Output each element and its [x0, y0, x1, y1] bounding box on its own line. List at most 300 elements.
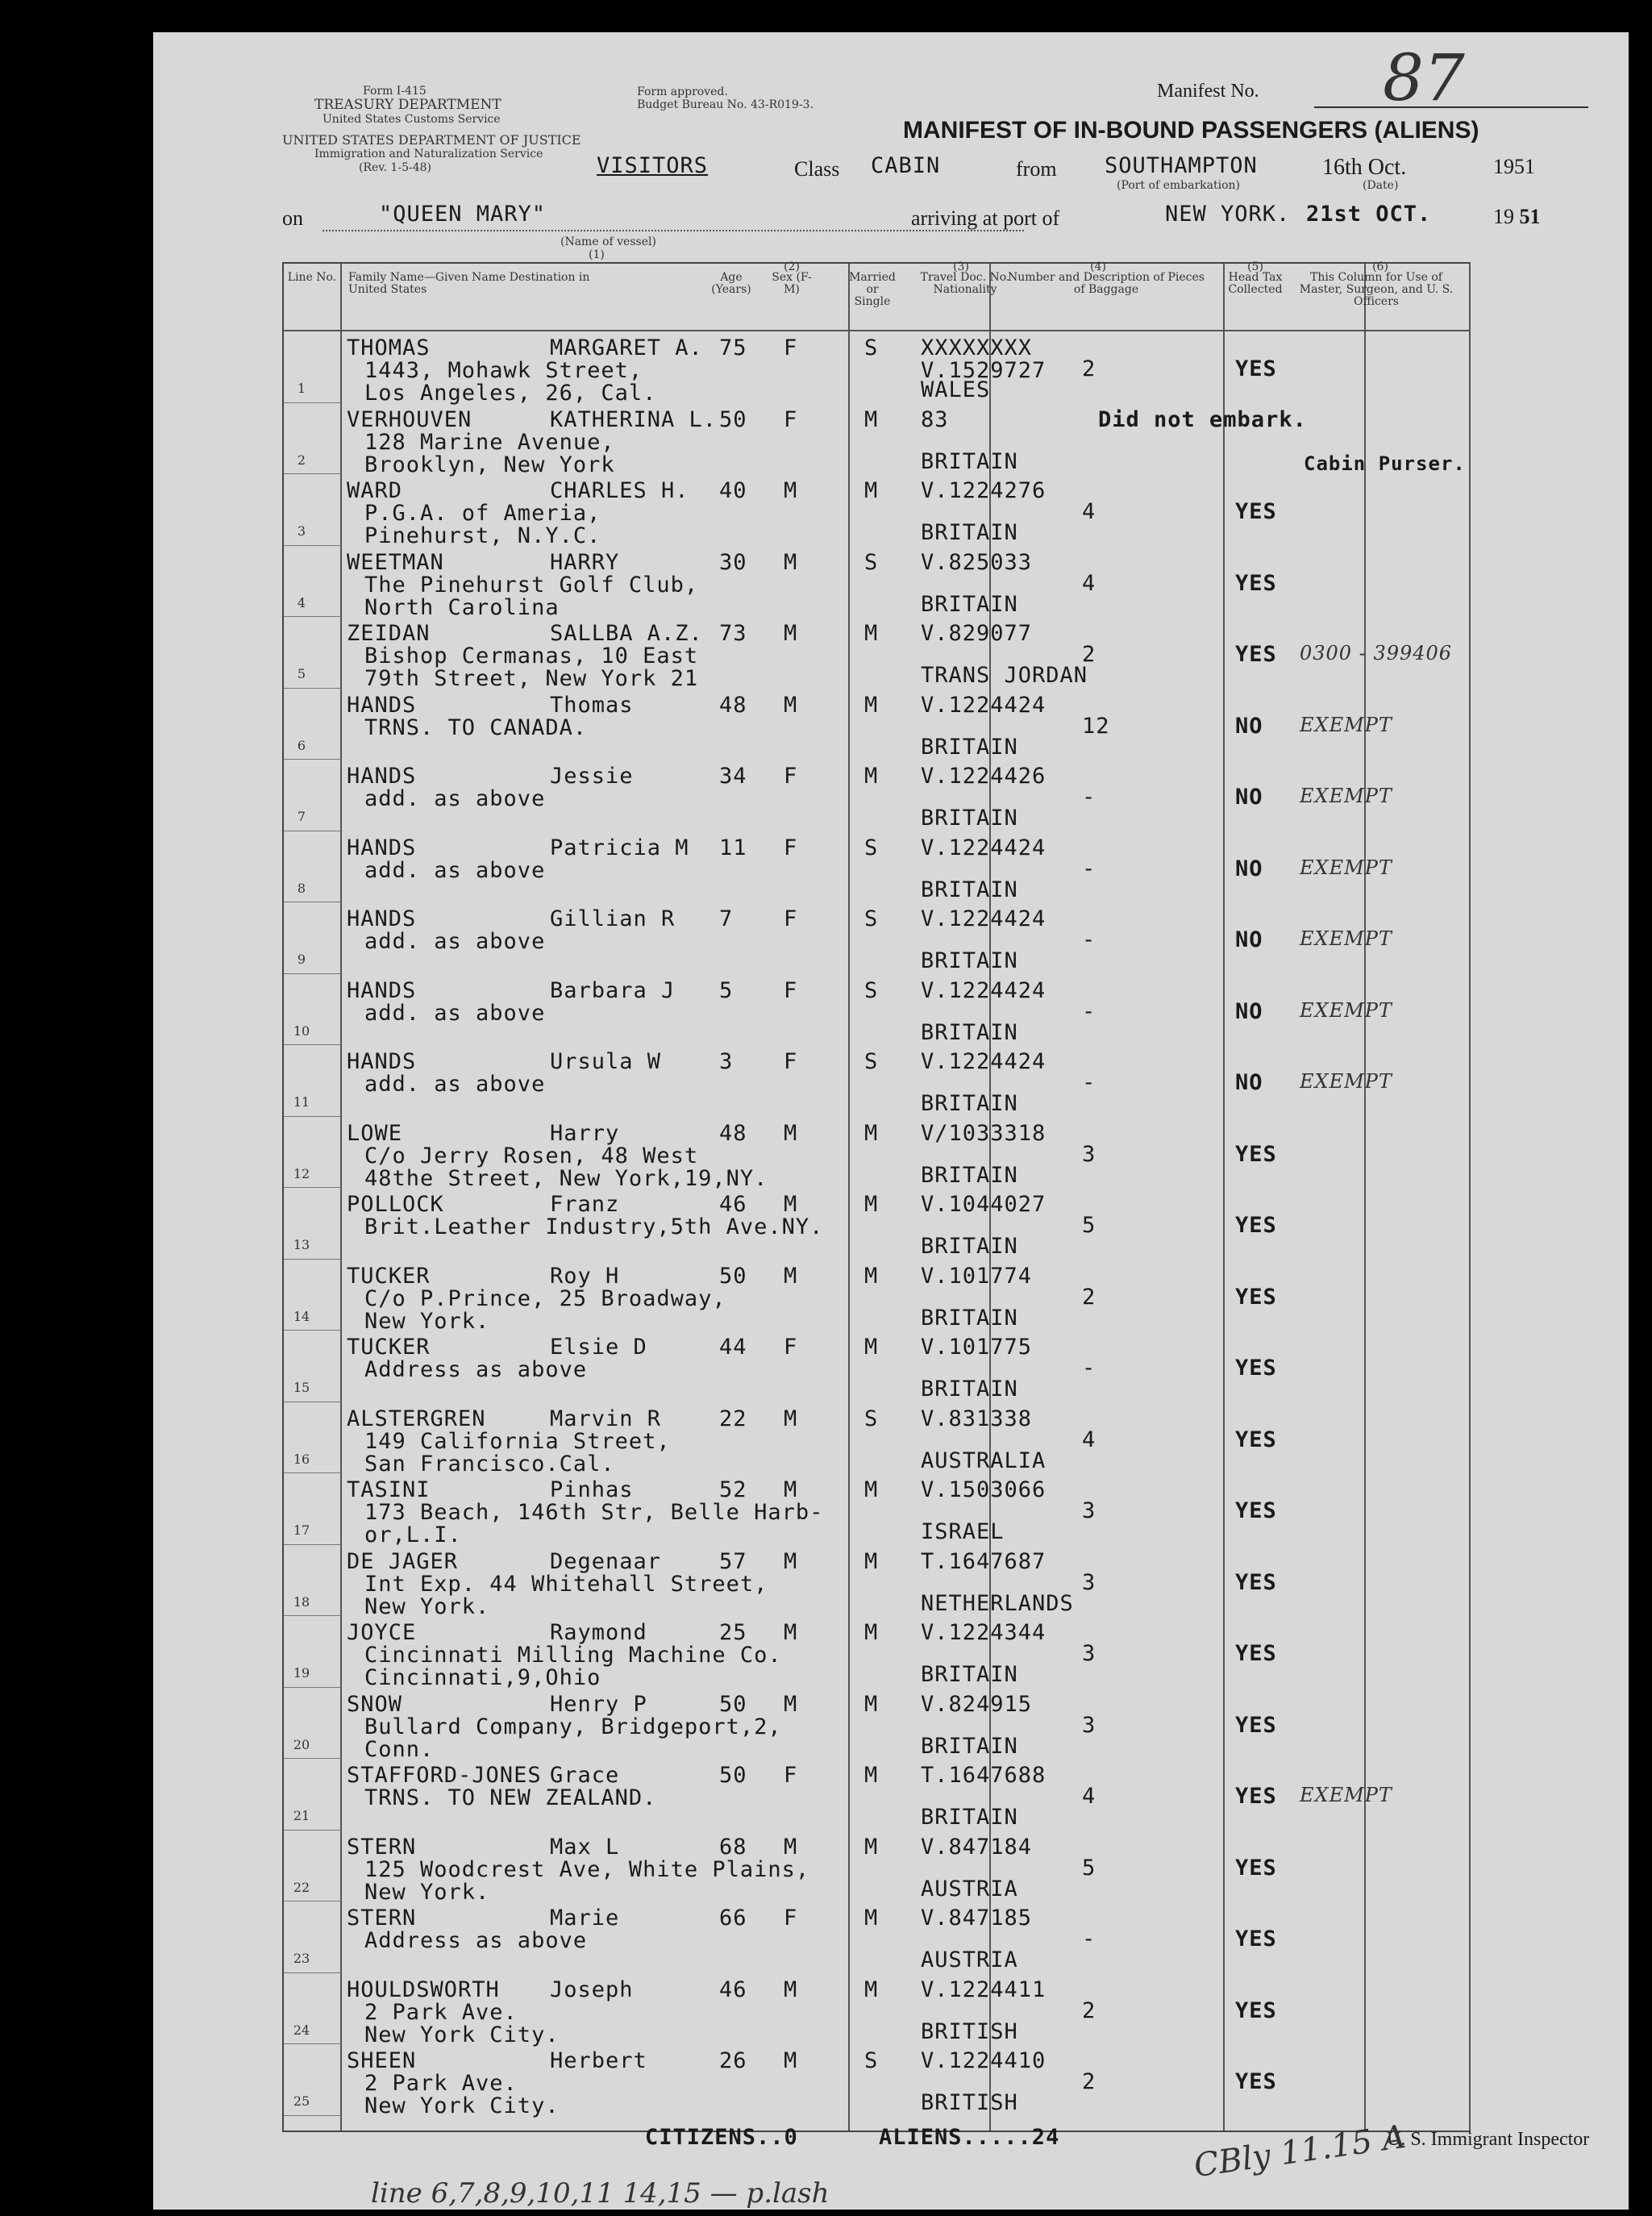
nationality: WALES — [921, 377, 991, 402]
baggage: - — [1082, 785, 1096, 810]
address-line-1: TRNS. TO NEW ZEALAND. — [364, 1785, 657, 1810]
given-name: Ursula W — [550, 1049, 662, 1074]
line-number: 16 — [293, 1451, 310, 1467]
nationality: BRITAIN — [921, 1234, 1018, 1259]
family-name: SHEEN — [347, 2048, 417, 2073]
travel-doc: V.1224424 — [921, 906, 1047, 931]
address-line-2: Brooklyn, New York — [364, 452, 615, 477]
baggage: 2 — [1082, 1284, 1096, 1310]
table-row — [284, 1189, 1469, 1260]
header-col4: (4) — [1090, 260, 1106, 273]
table-row — [284, 1046, 1469, 1118]
table-row — [284, 547, 1469, 619]
sex: M — [784, 1406, 798, 1431]
table-row — [284, 689, 1469, 761]
table-row — [284, 1260, 1469, 1332]
line-number: 19 — [293, 1665, 310, 1681]
nationality: BRITAIN — [921, 1805, 1018, 1830]
head-tax: NO — [1235, 713, 1263, 739]
manifest-number: 87 — [1383, 40, 1465, 115]
head-tax: NO — [1235, 785, 1263, 810]
given-name: SALLBA A.Z. — [550, 621, 703, 646]
from-port: SOUTHAMPTON — [1105, 153, 1258, 178]
line-number: 21 — [293, 1808, 310, 1823]
row-rule — [284, 1615, 340, 1616]
head-tax: YES — [1235, 1141, 1277, 1167]
marital-status: M — [864, 478, 879, 503]
nationality: AUSTRIA — [921, 1947, 1018, 1972]
address-line-2: North Carolina — [364, 594, 560, 620]
given-name: Herbert — [550, 2048, 647, 2073]
table-row — [284, 618, 1469, 689]
nationality: BRITAIN — [921, 1733, 1018, 1759]
table-row — [284, 1546, 1469, 1618]
travel-doc: V.101774 — [921, 1263, 1033, 1289]
header-baggage: Number and Description of Pieces of Baggage — [1008, 271, 1205, 296]
travel-doc: V.1224424 — [921, 1049, 1047, 1074]
line-number: 8 — [297, 880, 306, 896]
travel-doc: T.1647687 — [921, 1548, 1047, 1574]
age: 22 — [719, 1406, 747, 1431]
travel-doc: V.831338 — [921, 1406, 1033, 1431]
line-number: 3 — [297, 523, 306, 539]
given-name: Gillian R — [550, 906, 676, 931]
baggage: 4 — [1082, 570, 1096, 596]
nationality: BRITAIN — [921, 734, 1018, 760]
row-rule — [284, 1330, 340, 1331]
travel-doc: V.1044027 — [921, 1192, 1047, 1217]
sex: M — [784, 1834, 798, 1860]
address-line-1: add. as above — [364, 1000, 546, 1026]
row-rule — [284, 1187, 340, 1188]
address-line-1: Int Exp. 44 Whitehall Street, — [364, 1571, 768, 1597]
table-row — [284, 1831, 1469, 1903]
from-port-sub: (Port of embarkation) — [1117, 179, 1240, 192]
family-name: HANDS — [347, 692, 417, 718]
head-tax: YES — [1235, 570, 1277, 596]
baggage: 3 — [1082, 1641, 1096, 1666]
family-name: TASINI — [347, 1477, 431, 1502]
sex: F — [784, 335, 798, 360]
nationality: BRITAIN — [921, 1305, 1018, 1331]
address-line-1: Address as above — [364, 1928, 588, 1953]
officer-note: Cabin Purser. — [1304, 452, 1466, 475]
travel-doc: 83 — [921, 406, 949, 432]
header-col2: (2) — [784, 260, 800, 273]
given-name: Pinhas — [550, 1477, 634, 1502]
travel-doc: V/1033318 — [921, 1120, 1047, 1146]
customs-service: United States Customs Service — [322, 113, 501, 126]
travel-doc: V.847185 — [921, 1906, 1033, 1931]
row-rule — [284, 688, 340, 689]
row-rule — [284, 402, 340, 403]
address-line-1: add. as above — [364, 1072, 546, 1097]
officer-note: EXEMPT — [1300, 713, 1392, 736]
address-line-1: 173 Beach, 146th Str, Belle Harb- — [364, 1500, 824, 1525]
address-line-1: Bishop Cermanas, 10 East — [364, 644, 699, 669]
baggage: - — [1082, 1356, 1096, 1381]
age: 30 — [719, 549, 747, 575]
row-rule — [284, 2043, 340, 2044]
manifest-title: MANIFEST OF IN-BOUND PASSENGERS (ALIENS) — [903, 117, 1479, 144]
aliens-count: ALIENS.....24 — [879, 2125, 1060, 2150]
sex: F — [784, 1763, 798, 1788]
age: 34 — [719, 764, 747, 789]
address-line-2: New York. — [364, 1879, 490, 1905]
marital-status: S — [864, 1406, 879, 1431]
address-line-2: Los Angeles, 26, Cal. — [364, 381, 657, 406]
head-tax: YES — [1235, 1213, 1277, 1238]
nationality: BRITAIN — [921, 1162, 1018, 1188]
table-row — [284, 475, 1469, 547]
sex: F — [784, 406, 798, 432]
baggage: 5 — [1082, 1213, 1096, 1238]
travel-doc: V.1503066 — [921, 1477, 1047, 1502]
head-tax: NO — [1235, 998, 1263, 1024]
col-divider — [1469, 264, 1471, 2131]
sex: M — [784, 692, 798, 718]
sex: M — [784, 1548, 798, 1574]
age: 46 — [719, 1192, 747, 1217]
head-tax: NO — [1235, 927, 1263, 952]
age: 48 — [719, 1120, 747, 1146]
marital-status: S — [864, 906, 879, 931]
from-date: 16th Oct. — [1322, 155, 1407, 180]
nationality: TRANS JORDAN — [921, 663, 1088, 688]
address-line-1: 2 Park Ave. — [364, 2071, 518, 2096]
address-line-1: TRNS. TO CANADA. — [364, 714, 588, 740]
age: 50 — [719, 1763, 747, 1788]
arrival-date: 21st OCT. — [1306, 202, 1432, 227]
header-col5: (5) — [1247, 260, 1263, 273]
age: 44 — [719, 1335, 747, 1360]
officer-note: EXEMPT — [1300, 856, 1392, 879]
family-name: WEETMAN — [347, 549, 444, 575]
officer-note: EXEMPT — [1300, 927, 1392, 950]
marital-status: M — [864, 764, 879, 789]
address-line-1: 128 Marine Avenue, — [364, 429, 615, 455]
sex: M — [784, 1263, 798, 1289]
marital-status: M — [864, 1906, 879, 1931]
baggage: 3 — [1082, 1569, 1096, 1595]
row-rule — [284, 1544, 340, 1545]
marital-status: S — [864, 335, 879, 360]
given-name: Roy H — [550, 1263, 620, 1289]
header-name: Family Name—Given Name Destination in United States — [348, 271, 590, 296]
form-number: Form I-415 — [363, 85, 427, 98]
family-name: ALSTERGREN — [347, 1406, 486, 1431]
treasury-dept: TREASURY DEPARTMENT — [314, 97, 501, 113]
marital-status: M — [864, 1620, 879, 1645]
row-rule — [284, 1116, 340, 1117]
row-rule — [284, 1901, 340, 1902]
line-number: 1 — [297, 381, 306, 396]
officer-note: EXEMPT — [1300, 998, 1392, 1022]
address-line-2: 48the Street, New York,19,NY. — [364, 1165, 768, 1191]
age: 5 — [719, 977, 734, 1003]
table-row — [284, 1974, 1469, 2046]
address-line-1: C/o Jerry Rosen, 48 West — [364, 1143, 699, 1168]
address-line-1: Cincinnati Milling Machine Co. — [364, 1643, 782, 1668]
nationality: AUSTRIA — [921, 1876, 1018, 1902]
line-number: 9 — [297, 952, 306, 967]
line-number: 6 — [297, 737, 306, 753]
baggage: 5 — [1082, 1855, 1096, 1881]
baggage: - — [1082, 998, 1096, 1024]
head-tax: YES — [1235, 1498, 1277, 1523]
nationality: AUSTRALIA — [921, 1447, 1047, 1473]
family-name: TUCKER — [347, 1335, 431, 1360]
sex: F — [784, 764, 798, 789]
baggage: - — [1082, 927, 1096, 952]
marital-status: S — [864, 977, 879, 1003]
table-row — [284, 1118, 1469, 1189]
baggage: 2 — [1082, 642, 1096, 667]
baggage: 3 — [1082, 1712, 1096, 1738]
table-row — [284, 332, 1469, 404]
travel-doc: V.1224411 — [921, 1976, 1047, 2002]
header-head-tax: Head Tax Collected — [1228, 271, 1283, 296]
row-rule — [284, 1830, 340, 1831]
head-tax: NO — [1235, 1070, 1263, 1095]
travel-doc: V.1224276 — [921, 478, 1047, 503]
family-name: LOWE — [347, 1120, 403, 1146]
family-name: HANDS — [347, 764, 417, 789]
line-number: 22 — [293, 1879, 310, 1895]
row-rule — [284, 616, 340, 617]
row-rule — [284, 973, 340, 974]
sex: M — [784, 1691, 798, 1717]
inspector-label: U. S. Immigrant Inspector — [1387, 2129, 1590, 2150]
family-name: HANDS — [347, 1049, 417, 1074]
age: 11 — [719, 835, 747, 860]
sex: M — [784, 478, 798, 503]
head-tax: YES — [1235, 499, 1277, 524]
given-name: CHARLES H. — [550, 478, 689, 503]
from-label: from — [1016, 157, 1057, 181]
marital-status: M — [864, 1691, 879, 1717]
address-line-1: add. as above — [364, 857, 546, 883]
nationality: ISRAEL — [921, 1519, 1005, 1544]
line-number: 12 — [293, 1165, 310, 1181]
family-name: THOMAS — [347, 335, 431, 360]
table-row — [284, 404, 1469, 476]
travel-doc: XXXXXXXX — [921, 335, 1033, 360]
table-row — [284, 1760, 1469, 1831]
family-name: TUCKER — [347, 1263, 431, 1289]
line-number: 14 — [293, 1308, 310, 1324]
given-name: Raymond — [550, 1620, 647, 1645]
handwritten-footer-note: line 6,7,8,9,10,11 14,15 — p.lash — [371, 2177, 830, 2210]
baggage: 4 — [1082, 499, 1096, 524]
address-line-1: add. as above — [364, 929, 546, 954]
table-row — [284, 2045, 1469, 2117]
age: 3 — [719, 1049, 734, 1074]
header-rule — [284, 330, 1469, 331]
sex: M — [784, 1192, 798, 1217]
sex: M — [784, 1620, 798, 1645]
nationality: BRITAIN — [921, 1377, 1018, 1402]
arrival-year: 19 51 — [1493, 205, 1541, 228]
line-number: 13 — [293, 1237, 310, 1252]
address-line-1: 125 Woodcrest Ave, White Plains, — [364, 1856, 810, 1882]
head-tax: YES — [1235, 1997, 1277, 2023]
nationality: BRITAIN — [921, 448, 1018, 474]
baggage: - — [1082, 1927, 1096, 1951]
given-name: KATHERINA L. — [550, 406, 718, 432]
head-tax: YES — [1235, 2069, 1277, 2094]
header-travel-doc: Travel Doc. No. Nationality — [920, 271, 1010, 296]
row-rule — [284, 1972, 340, 1973]
table-row — [284, 760, 1469, 832]
line-number: 25 — [293, 2093, 310, 2109]
officer-note: 0300 - 399406 — [1300, 642, 1453, 664]
head-tax: YES — [1235, 642, 1277, 667]
nationality: BRITAIN — [921, 1091, 1018, 1116]
passenger-table — [282, 262, 1471, 2132]
officer-note: EXEMPT — [1300, 785, 1392, 807]
given-name: Grace — [550, 1763, 620, 1788]
age: 7 — [719, 906, 734, 931]
nationality: BRITAIN — [921, 877, 1018, 902]
age: 50 — [719, 1691, 747, 1717]
line-number: 17 — [293, 1522, 310, 1538]
address-line-2: New York City. — [364, 2022, 560, 2047]
line-number: 23 — [293, 1951, 310, 1966]
travel-doc: V.101775 — [921, 1335, 1033, 1360]
vessel-name: "QUEEN MARY" — [379, 202, 547, 227]
age: 40 — [719, 478, 747, 503]
table-row — [284, 1689, 1469, 1760]
family-name: STAFFORD-JONES — [347, 1763, 542, 1788]
vessel-sub: (Name of vessel) — [560, 235, 656, 248]
sex: M — [784, 621, 798, 646]
age: 68 — [719, 1834, 747, 1860]
given-name: Barbara J — [550, 977, 676, 1003]
address-line-2: New York. — [364, 1593, 490, 1619]
nationality: BRITAIN — [921, 520, 1018, 545]
header-col3: (3) — [953, 260, 969, 273]
table-row — [284, 832, 1469, 904]
address-line-1: P.G.A. of Ameria, — [364, 501, 601, 526]
line-number: 4 — [297, 594, 306, 610]
row-rule — [284, 2115, 340, 2116]
travel-doc: V.1224410 — [921, 2048, 1047, 2073]
family-name: STERN — [347, 1834, 417, 1860]
baggage: - — [1082, 856, 1096, 881]
from-year: 1951 — [1493, 155, 1535, 178]
given-name: Joseph — [550, 1976, 634, 2002]
table-row — [284, 1902, 1469, 1974]
header-line-no: Line No. — [287, 271, 337, 284]
address-line-1: The Pinehurst Golf Club, — [364, 572, 699, 598]
marital-status: M — [864, 1834, 879, 1860]
marital-status: M — [864, 1763, 879, 1788]
line-number: 7 — [297, 809, 306, 824]
table-row — [284, 975, 1469, 1047]
baggage: 4 — [1082, 1427, 1096, 1452]
sex: F — [784, 835, 798, 860]
class-value: CABIN — [871, 153, 941, 178]
line-number: 11 — [293, 1094, 310, 1110]
address-line-2: Conn. — [364, 1736, 435, 1762]
marital-status: S — [864, 1049, 879, 1074]
header-age: Age (Years) — [711, 271, 751, 296]
baggage: 12 — [1082, 713, 1110, 739]
age: 50 — [719, 1263, 747, 1289]
travel-doc: T.1647688 — [921, 1763, 1047, 1788]
row-rule — [284, 545, 340, 546]
sex: M — [784, 1976, 798, 2002]
address-line-1: Bullard Company, Bridgeport,2, — [364, 1714, 782, 1739]
given-name: Harry — [550, 1120, 620, 1146]
address-line-1: C/o P.Prince, 25 Broadway, — [364, 1285, 726, 1311]
given-name: HARRY — [550, 549, 620, 575]
class-label: Class — [794, 157, 840, 181]
address-line-1: add. as above — [364, 786, 546, 811]
family-name: HANDS — [347, 906, 417, 931]
marital-status: S — [864, 2048, 879, 2073]
family-name: STERN — [347, 1906, 417, 1931]
nationality: BRITISH — [921, 2018, 1018, 2044]
family-name: DE JAGER — [347, 1548, 459, 1574]
line-number: 24 — [293, 2022, 310, 2038]
age: 75 — [719, 335, 747, 360]
given-name: Franz — [550, 1192, 620, 1217]
table-row — [284, 1331, 1469, 1403]
address-line-2: Cincinnati,9,Ohio — [364, 1665, 601, 1690]
marital-status: M — [864, 621, 879, 646]
given-name: Marie — [550, 1906, 620, 1931]
manifest-sheet — [153, 32, 1629, 2210]
form-approved: Form approved. — [637, 85, 728, 98]
line-number: 5 — [297, 666, 306, 681]
budget-bureau: Budget Bureau No. 43-R019-3. — [637, 98, 814, 111]
head-tax: YES — [1235, 1569, 1277, 1595]
baggage: 2 — [1082, 356, 1096, 381]
head-tax: YES — [1235, 1427, 1277, 1452]
row-rule — [284, 759, 340, 760]
given-name: MARGARET A. — [550, 335, 703, 360]
sex: M — [784, 2048, 798, 2073]
age: 66 — [719, 1906, 747, 1931]
travel-doc: V.825033 — [921, 549, 1033, 575]
sex: M — [784, 1477, 798, 1502]
baggage: 3 — [1082, 1141, 1096, 1167]
marital-status: M — [864, 406, 879, 432]
family-name: SNOW — [347, 1691, 403, 1717]
header-sex: Sex (F-M) — [772, 271, 812, 296]
inspector-signature: CBly 11.15 A — [1192, 2118, 1409, 2185]
arriving-label: arriving at port of — [911, 206, 1060, 230]
visitors-label: VISITORS — [597, 153, 709, 178]
on-label: on — [282, 206, 303, 230]
travel-doc: V.824915 — [921, 1691, 1033, 1717]
row-rule — [284, 473, 340, 474]
row-rule — [284, 1259, 340, 1260]
address-line-1: 149 California Street, — [364, 1428, 671, 1454]
head-tax: YES — [1235, 1927, 1277, 1951]
given-name: Jessie — [550, 764, 634, 789]
nationality: BRITAIN — [921, 806, 1018, 831]
address-line-2: San Francisco.Cal. — [364, 1451, 615, 1477]
justice-dept: UNITED STATES DEPARTMENT OF JUSTICE — [282, 132, 581, 148]
vessel-col: (1) — [589, 248, 605, 261]
marital-status: M — [864, 1976, 879, 2002]
sex: M — [784, 549, 798, 575]
address-line-2: 79th Street, New York 21 — [364, 666, 699, 691]
address-line-2: New York City. — [364, 2093, 560, 2118]
